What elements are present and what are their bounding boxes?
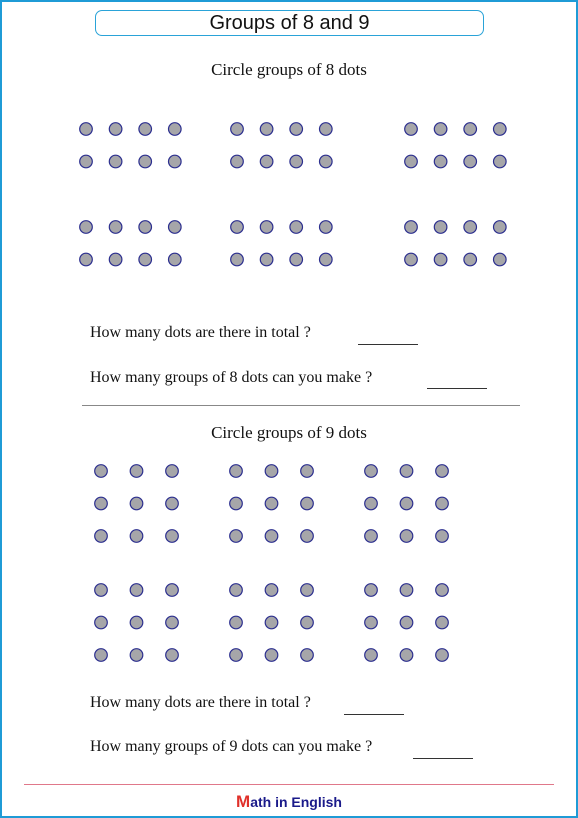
dot-8-group-5 [231, 221, 244, 234]
dot-9-group-2 [301, 497, 314, 510]
dot-8-group-2 [290, 155, 303, 168]
dot-9-group-5 [265, 616, 278, 629]
dot-9-group-4 [95, 584, 108, 597]
dot-9-group-3 [365, 530, 378, 543]
dot-9-group-5 [301, 649, 314, 662]
dot-8-group-5 [320, 221, 333, 234]
dot-9-group-5 [265, 584, 278, 597]
dot-8-group-3 [464, 123, 477, 136]
dot-9-group-5 [301, 584, 314, 597]
dot-8-group-1 [80, 155, 93, 168]
dot-9-group-2 [265, 465, 278, 478]
dot-8-group-6 [405, 253, 418, 266]
section2-question-groups: How many groups of 9 dots can you make ? [90, 738, 373, 755]
footer-line [24, 784, 554, 785]
dot-8-group-5 [320, 253, 333, 266]
section2-question-total: How many dots are there in total ? [90, 694, 311, 711]
dot-8-group-6 [434, 253, 447, 266]
dot-8-group-6 [494, 253, 507, 266]
dot-9-group-1 [166, 465, 179, 478]
dot-9-group-6 [365, 649, 378, 662]
dot-9-group-1 [130, 465, 143, 478]
dot-9-group-5 [265, 649, 278, 662]
dot-8-group-4 [139, 253, 152, 266]
section2-heading: Circle groups of 9 dots [211, 423, 367, 442]
dot-8-group-5 [260, 221, 273, 234]
dot-8-group-3 [464, 155, 477, 168]
dot-9-group-3 [400, 465, 413, 478]
dot-9-group-5 [230, 649, 243, 662]
section1-answer-groups-blank[interactable] [427, 388, 487, 389]
logo [0, 792, 578, 812]
dot-8-group-4 [80, 221, 93, 234]
section-divider [82, 405, 520, 406]
dot-9-group-4 [130, 649, 143, 662]
dot-9-group-2 [265, 530, 278, 543]
dot-9-group-6 [400, 584, 413, 597]
section1-question-groups: How many groups of 8 dots can you make ? [90, 369, 373, 386]
dot-9-group-2 [230, 465, 243, 478]
dot-9-group-4 [166, 649, 179, 662]
dot-8-group-6 [405, 221, 418, 234]
dot-9-group-6 [436, 649, 449, 662]
dot-8-group-5 [290, 253, 303, 266]
dot-9-group-1 [95, 497, 108, 510]
dot-8-group-3 [434, 123, 447, 136]
dot-9-group-3 [365, 465, 378, 478]
dot-8-group-4 [109, 221, 122, 234]
dot-8-group-3 [494, 155, 507, 168]
dot-8-group-4 [169, 253, 182, 266]
dot-8-group-1 [109, 123, 122, 136]
dot-8-group-3 [405, 155, 418, 168]
logo-text: ath in English [250, 794, 342, 810]
dot-9-group-4 [166, 584, 179, 597]
dot-9-group-4 [166, 616, 179, 629]
dot-8-group-5 [290, 221, 303, 234]
dot-9-group-1 [95, 465, 108, 478]
dot-8-group-4 [139, 221, 152, 234]
dot-9-group-6 [400, 616, 413, 629]
dot-9-group-1 [95, 530, 108, 543]
page-title-text: Groups of 8 and 9 [209, 11, 370, 34]
dot-9-group-4 [130, 584, 143, 597]
dot-8-group-2 [260, 155, 273, 168]
dot-9-group-1 [166, 530, 179, 543]
dot-9-group-2 [265, 497, 278, 510]
dot-9-group-5 [230, 584, 243, 597]
dot-8-group-3 [494, 123, 507, 136]
dot-9-group-6 [436, 616, 449, 629]
dot-8-group-1 [169, 123, 182, 136]
section2-answer-groups-blank[interactable] [413, 758, 473, 759]
dot-8-group-2 [320, 123, 333, 136]
dot-9-group-3 [400, 530, 413, 543]
dot-8-group-1 [139, 123, 152, 136]
dot-8-group-4 [109, 253, 122, 266]
dot-9-group-1 [130, 530, 143, 543]
dot-8-group-5 [260, 253, 273, 266]
dot-9-group-2 [230, 497, 243, 510]
dot-9-group-1 [130, 497, 143, 510]
section1-question-total: How many dots are there in total ? [90, 324, 311, 341]
section1-heading: Circle groups of 8 dots [211, 60, 367, 79]
dot-8-group-2 [231, 155, 244, 168]
dot-9-group-6 [400, 649, 413, 662]
dot-8-group-1 [80, 123, 93, 136]
dot-8-group-6 [464, 253, 477, 266]
dot-8-group-2 [320, 155, 333, 168]
dot-8-group-6 [434, 221, 447, 234]
dot-8-group-3 [405, 123, 418, 136]
dot-9-group-3 [400, 497, 413, 510]
section1-answer-total-blank[interactable] [358, 344, 418, 345]
dot-8-group-6 [494, 221, 507, 234]
dot-8-group-2 [290, 123, 303, 136]
dot-9-group-4 [130, 616, 143, 629]
dot-9-group-3 [436, 465, 449, 478]
dot-8-group-4 [80, 253, 93, 266]
dot-9-group-2 [301, 530, 314, 543]
dot-8-group-2 [260, 123, 273, 136]
dot-8-group-1 [109, 155, 122, 168]
dot-8-group-5 [231, 253, 244, 266]
dot-8-group-2 [231, 123, 244, 136]
dot-8-group-1 [139, 155, 152, 168]
dot-9-group-6 [365, 584, 378, 597]
dot-8-group-3 [434, 155, 447, 168]
dot-9-group-4 [95, 616, 108, 629]
dot-9-group-5 [230, 616, 243, 629]
logo-initial: M [236, 792, 251, 811]
section2-answer-total-blank[interactable] [344, 714, 404, 715]
dot-9-group-6 [365, 616, 378, 629]
dot-8-group-4 [169, 221, 182, 234]
dot-9-group-5 [301, 616, 314, 629]
dot-9-group-2 [301, 465, 314, 478]
dot-9-group-1 [166, 497, 179, 510]
dot-9-group-3 [365, 497, 378, 510]
dot-9-group-3 [436, 497, 449, 510]
dot-8-group-6 [464, 221, 477, 234]
dot-8-group-1 [169, 155, 182, 168]
dot-9-group-2 [230, 530, 243, 543]
dot-9-group-6 [436, 584, 449, 597]
dot-9-group-4 [95, 649, 108, 662]
dot-9-group-3 [436, 530, 449, 543]
